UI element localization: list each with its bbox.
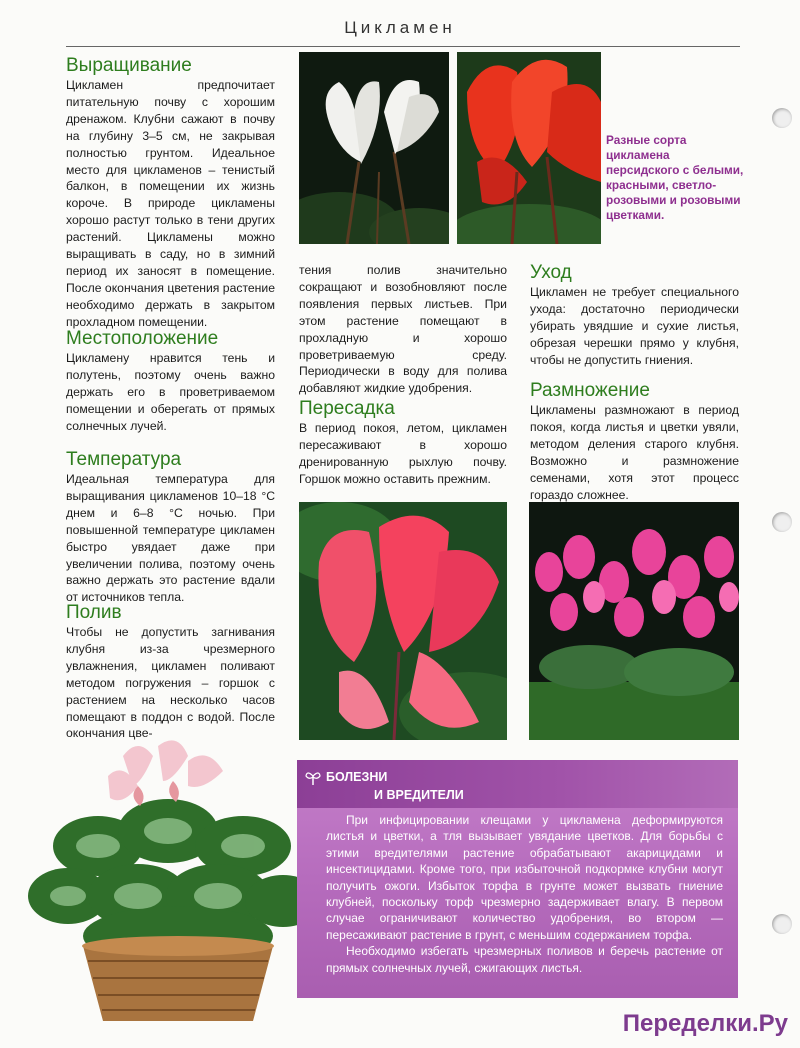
photo-red-cyclamen [457,52,601,244]
section-growing [66,55,275,331]
title-divider [66,46,740,47]
pests-body [326,812,723,976]
heading-temperature: Температура [66,449,182,470]
section-watering-continued [299,262,507,397]
binder-hole-bottom [772,914,792,934]
pests-title-line1: БОЛЕЗНИ [326,770,388,784]
photo-pink-cyclamen-closeup [299,502,507,740]
section-watering [66,602,275,742]
page-title: Цикламен [344,18,456,37]
photo-caption: Разные сорта цикламена персидского с белыми, красными, светло-розовыми и розовыми цветками. [606,133,744,222]
text-care: Цикламен не требует специального ухода: достаточно периодически убирать увядшие и сухие листья, обрезая черешки прямо у клубня, чтобы не допустить гниения. [530,285,739,367]
heading-location: Местоположение [66,328,219,349]
section-temperature [66,449,275,606]
section-location [66,328,275,435]
heading-transplant: Пересадка [299,398,395,419]
binder-hole-top [772,108,792,128]
text-watering-part2: тения полив значительно сокращают и возобновляют после появления первых листьев. При этом растение помещают в прохладную и хорошо проветриваемую среду. Периодически в воду для полива добавляют жидкие удобрения. [299,263,507,396]
text-transplant: В период покоя, летом, цикламен пересаживают в хорошо дренированную рыхлую почву. Горшок можно оставить прежним. [299,421,507,486]
photo-white-cyclamen [299,52,449,244]
section-transplant [299,398,507,488]
leaf-icon [304,768,322,786]
photo-potted-cyclamen [28,736,328,1026]
pests-title-line2: И ВРЕДИТЕЛИ [374,788,464,802]
text-propagation: Цикламены размножают в период покоя, когда листья и цветки увяли, методом деления старого клубня. Возможно и размножение семенами, хотя этот процесс гораздо сложнее. [530,403,739,502]
pests-paragraph-1: При инфицировании клещами у цикламена деформируются листья и цветки, а тля вызывает увядание цветков. Для борьбы с этими вредителями растение обрабатывают акарицидами и инсектицидами. Кроме того, при избыточной подкормке клубни могут получить ожоги. Избыток торфа в грунте может вызвать гниение клубней, поскольку торф чрезмерно задерживает влагу. В первом случае ограничивают количество удобрения, во втором — пересаживают растение в грунт, с меньшим содержанием торфа. [326,813,723,942]
section-care [530,262,739,369]
text-location: Цикламену нравится тень и полутень, поэтому очень важно держать его в проветриваемом помещении и оберегать от прямых солнечных лучей. [66,351,275,433]
heading-care: Уход [530,262,572,283]
photo-magenta-cyclamen-bed [529,502,739,740]
text-growing: Цикламен предпочитает питательную почву с хорошим дренажом. Клубни сажают в почву на глубину 3–5 см, не закрывая полностью грунтом. Идеальное место для цикламенов – тенистый балкон, в помещении их жизнь короче. В природе цикламены хорошо растут только в тени других растений. Цикламены можно выращивать в саду, но в зимний период их заносят в помещение. После окончания цветения растение необходимо держать в закрытом прохладном помещении. [66,78,275,329]
binder-hole-middle [772,512,792,532]
text-temperature: Идеальная температура для выращивания цикламенов 10–18 °С днем и 6–8 °С ночью. При повышенной температуре цикламен быстро увядает даже при увеличении полива, поэтому очень важно держать это растение вдали от источников тепла. [66,472,275,605]
text-watering-part1: Чтобы не допустить загнивания клубня из-за чрезмерного увлажнения, цикламен поливают методом погружения – горшок с растением на несколько часов помещают в поддон с водой. После окончания цве- [66,625,275,741]
section-propagation [530,380,739,503]
heading-propagation: Размножение [530,380,650,401]
site-watermark: Переделки.Ру [622,1010,788,1037]
heading-watering: Полив [66,602,122,623]
heading-growing: Выращивание [66,55,192,76]
pests-paragraph-2: Необходимо избегать чрезмерных поливов и беречь растение от прямых солнечных лучей, сжигающих листья. [326,944,723,975]
